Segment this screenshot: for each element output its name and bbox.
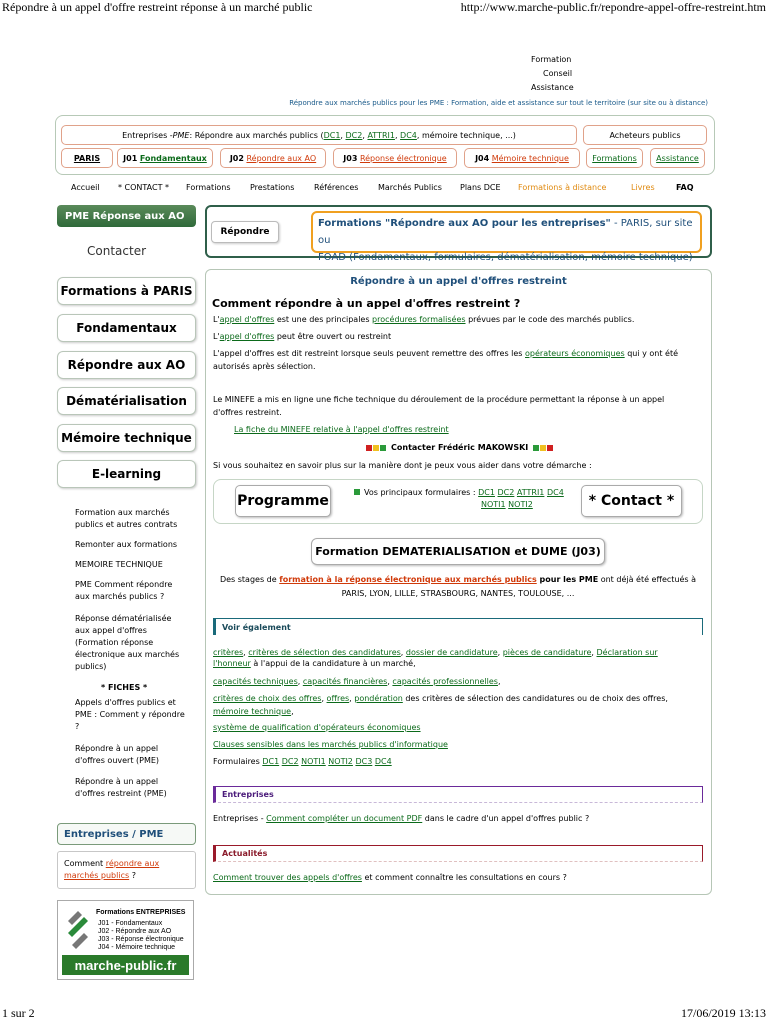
assistance-label[interactable]: Assistance: [656, 153, 699, 163]
link-pieces-candidature[interactable]: pièces de candidature: [502, 648, 592, 657]
paris-button[interactable]: [61, 148, 113, 168]
ad-line-4: J04 - Mémoire technique: [98, 944, 176, 951]
stages-b: pour les PME: [536, 575, 599, 584]
programme-button[interactable]: Programme: [235, 485, 331, 517]
assistance-button[interactable]: [650, 148, 705, 168]
p1-link-procedures[interactable]: procédures formalisées: [372, 315, 466, 324]
link-criteres[interactable]: critères: [213, 648, 244, 657]
sidebar-link-reponse-demat[interactable]: Réponse dématérialisée aux appel d'offres (Formation réponse électronique aux marchés publics): [75, 614, 180, 671]
acheteurs-publics-button[interactable]: Acheteurs publics: [583, 125, 707, 145]
link-completer-pdf[interactable]: Comment compléter un document PDF: [266, 814, 423, 823]
form-dc2[interactable]: DC2: [497, 488, 515, 497]
nav-marches-publics[interactable]: Marchés Publics: [378, 183, 442, 192]
formulaires-list: [354, 487, 574, 511]
nav-livres[interactable]: Livres: [631, 183, 655, 192]
v7-noti2[interactable]: NOTI2: [328, 757, 353, 766]
brand-assistance: Assistance: [531, 83, 574, 92]
v7-a: Formulaires: [213, 757, 263, 766]
dematerialisation-button[interactable]: Formation DEMATERIALISATION et DUME (J03): [311, 538, 605, 565]
sidebar-link-formation-marches[interactable]: Formation aux marchés publics et autres contrats: [75, 508, 178, 529]
voir-line-1: critères, critères de sélection des candidatures, dossier de candidature, pièces de candidature, Déclaration sur: [213, 648, 658, 657]
sidebar-fiches: * FICHES *: [101, 683, 148, 692]
pme-text: : Répondre aux marchés publics (: [189, 130, 324, 140]
sidebar-btn-memoire-technique[interactable]: Mémoire technique: [57, 424, 196, 452]
paris-label: PARIS: [73, 153, 101, 163]
voir-line-5: [213, 722, 701, 733]
link-criteres-choix[interactable]: critères de choix des offres: [213, 694, 322, 703]
ad-logo-icon: [64, 907, 92, 949]
main-heading: Comment répondre à un appel d'offres restreint ?: [212, 297, 521, 310]
contact-button[interactable]: * Contact *: [581, 485, 682, 517]
v1-g: à l'appui de la candidature à un marché,: [250, 659, 416, 668]
banner-title: Formations "Répondre aux AO pour les entreprises": [318, 218, 611, 229]
sidebar-btn-fondamentaux[interactable]: Fondamentaux: [57, 314, 196, 342]
link-clauses-sensibles[interactable]: Clauses sensibles dans les marchés publics d'informatique: [213, 740, 448, 749]
link-trouver-appels[interactable]: Comment trouver des appels d'offres: [213, 873, 362, 882]
j03-code: J03: [343, 153, 358, 163]
paragraph-3-cont: autorisés après sélection.: [213, 362, 316, 371]
ad-brand: marche-public.fr: [62, 955, 189, 975]
sidebar-contacter[interactable]: Contacter: [87, 244, 147, 258]
p1-a: L': [213, 315, 220, 324]
j02-button[interactable]: [220, 148, 326, 168]
contact-frederic[interactable]: Contacter Frédéric MAKOWSKI: [391, 443, 529, 452]
formations-label[interactable]: Formations: [592, 153, 637, 163]
j04-button[interactable]: [464, 148, 580, 168]
sidebar-btn-elearning[interactable]: E-learning: [57, 460, 196, 488]
villes-line: PARIS, LYON, LILLE, STRASBOURG, NANTES, TOULOUSE, ...: [341, 589, 575, 598]
voir-line-3: critères de choix des offres, offres, pondération des critères de sélection des candidatures ou de choix des offres,: [213, 694, 668, 703]
nav-plans-dce[interactable]: Plans DCE: [460, 183, 501, 192]
paragraph-5: Si vous souhaitez en savoir plus sur la manière dont je peux vous aider dans votre démarche :: [213, 461, 592, 470]
square-yellow-icon-2: [540, 445, 546, 451]
p1-link-appel[interactable]: appel d'offres: [219, 315, 275, 324]
stages-a: Des stages de: [219, 575, 280, 584]
link-attri1[interactable]: ATTRI1: [367, 130, 395, 140]
pme-prefix: Entreprises -: [122, 130, 173, 140]
form-noti2[interactable]: NOTI2: [508, 500, 533, 509]
formations-button[interactable]: [586, 148, 643, 168]
p2-link-appel[interactable]: appel d'offres: [219, 332, 275, 341]
banner-info-box[interactable]: [311, 211, 702, 263]
voir-egalement-header: Voir également: [213, 618, 703, 635]
link-ponderation[interactable]: pondération: [354, 694, 403, 703]
p1-b: est une des principales: [274, 315, 373, 324]
banner-dash: - PARIS, sur site ou: [318, 218, 693, 246]
form-dc4[interactable]: DC4: [546, 488, 564, 497]
link-capacites-professionnelles[interactable]: capacités professionnelles: [392, 677, 498, 686]
main-title: Répondre à un appel d'offres restreint: [350, 276, 567, 287]
j02-code: J02: [229, 153, 244, 163]
ad-lines: [98, 920, 184, 952]
sidebar-btn-formations-paris[interactable]: Formations à PARIS: [57, 277, 196, 305]
paragraph-2: [213, 331, 701, 342]
nav-contact[interactable]: * CONTACT *: [118, 183, 170, 192]
paragraph-3: [213, 348, 701, 359]
actualites-line: [213, 872, 701, 883]
p3-a: L'appel d'offres est dit restreint lorsque seuls peuvent remettre des offres les: [213, 349, 526, 358]
square-yellow-icon: [373, 445, 379, 451]
sidebar-link-pme-comment[interactable]: PME Comment répondre aux marchés publics ?: [75, 580, 173, 601]
square-red-icon-2: [547, 445, 553, 451]
j01-code: J01: [123, 153, 138, 163]
sidebar-entreprises-header: Entreprises / PME: [57, 823, 196, 845]
form-noti1[interactable]: NOTI1: [481, 500, 506, 509]
brand-tagline: Répondre aux marchés publics pour les PME : Formation, aide et assistance sur tout le territoire (sur site ou à distance): [289, 99, 708, 107]
formulaires-label: Vos principaux formulaires :: [364, 488, 479, 497]
banner-line2: FOAD (Fondamentaux, formulaires, dématérialisation, mémoire technique): [318, 252, 693, 263]
square-green-icon-2: [533, 445, 539, 451]
ad-line-1: J01 - Fondamentaux: [98, 920, 163, 927]
v7-dc2[interactable]: DC2: [281, 757, 299, 766]
a-b: et comment connaître les consultations en cours ?: [361, 873, 567, 882]
actualites-header: Actualités: [213, 845, 703, 862]
voir-line-4: mémoire technique,: [213, 707, 294, 716]
print-date: 17/06/2019 13:13: [680, 1006, 766, 1020]
nav-prestations[interactable]: Prestations: [250, 183, 295, 192]
sidebar-link-appels-pme[interactable]: Appels d'offres publics et PME : Comment y répondre ?: [75, 698, 185, 731]
v3-d: des critères de sélection des candidatures ou de choix des offres,: [402, 694, 668, 703]
link-dossier-candidature[interactable]: dossier de candidature: [405, 648, 498, 657]
comment-suffix: ?: [129, 871, 136, 880]
voir-line-1b: [213, 658, 701, 669]
v7-dc1[interactable]: DC1: [262, 757, 280, 766]
e-a: Entreprises -: [213, 814, 267, 823]
ad-line-2: J02 - Répondre aux AO: [98, 928, 172, 935]
paragraph-4a: Le MINEFE a mis en ligne une fiche technique du déroulement de la procédure permettant la réponse à un appel: [213, 395, 665, 404]
nav-faq[interactable]: FAQ: [676, 183, 694, 192]
print-page-number: 1 sur 2: [2, 1006, 35, 1020]
nav-formations-distance[interactable]: Formations à distance: [518, 183, 607, 192]
link-criteres-selection[interactable]: critères de sélection des candidatures: [248, 648, 401, 657]
square-red-icon: [366, 445, 372, 451]
form-attri1[interactable]: ATTRI1: [516, 488, 545, 497]
sidebar-comment-box: [57, 851, 196, 889]
nav-accueil[interactable]: Accueil: [71, 183, 100, 192]
v7-dc3[interactable]: DC3: [355, 757, 373, 766]
stages-link[interactable]: formation à la réponse électronique aux marchés publics: [279, 575, 537, 584]
v7-dc4[interactable]: DC4: [374, 757, 392, 766]
link-honneur[interactable]: l'honneur: [213, 659, 251, 668]
j04-code: J04: [475, 153, 490, 163]
link-systeme-qualification[interactable]: système de qualification d'opérateurs économiques: [213, 723, 421, 732]
sidebar-btn-dematerialisation[interactable]: Dématérialisation: [57, 387, 196, 415]
entreprises-header: Entreprises: [213, 786, 703, 803]
pme-suffix: , mémoire technique, ...): [416, 130, 516, 140]
print-page-title: Répondre à un appel d'offre restreint réponse à un marché public: [2, 0, 313, 14]
p1-c: prévues par le code des marchés publics.: [465, 315, 635, 324]
p2-a: L': [213, 332, 220, 341]
link-capacites-financieres[interactable]: capacités financières: [302, 677, 388, 686]
sidebar-link-memoire[interactable]: MEMOIRE TECHNIQUE: [75, 560, 163, 569]
ad-title: Formations ENTREPRISES: [96, 909, 186, 916]
j03-button[interactable]: [333, 148, 457, 168]
pme-banner[interactable]: Entreprises - PME : Répondre aux marchés publics ( DC1 , DC2 , ATTRI1 , DC4 , mémoire technique, ...): [61, 125, 577, 145]
j03-label[interactable]: Réponse électronique: [359, 153, 447, 163]
link-capacites-techniques[interactable]: capacités techniques: [213, 677, 298, 686]
brand-conseil: Conseil: [543, 69, 573, 78]
ad-line-3: J03 - Réponse électronique: [98, 936, 184, 943]
brand-formation: Formation: [531, 55, 572, 64]
paragraph-1: [213, 314, 701, 325]
link-memoire-technique[interactable]: mémoire technique: [213, 707, 292, 716]
link-declaration[interactable]: Déclaration sur: [596, 648, 658, 657]
j02-label[interactable]: Répondre aux AO: [246, 153, 317, 163]
paragraph-4b: d'offres restreint.: [213, 408, 282, 417]
link-dc2[interactable]: DC2: [345, 130, 363, 140]
j01-button[interactable]: [117, 148, 213, 168]
print-url: http://www.marche-public.fr/repondre-appel-offre-restreint.htm: [460, 0, 766, 14]
square-green-icon: [380, 445, 386, 451]
p3-link-operateurs[interactable]: opérateurs économiques: [525, 349, 625, 358]
comment-prefix: Comment: [64, 859, 106, 868]
green-bullet-icon: [354, 489, 360, 495]
ad-block[interactable]: [57, 900, 194, 980]
sidebar-link-ao-ouvert[interactable]: Répondre à un appel d'offres ouvert (PME): [75, 744, 160, 765]
nav-references[interactable]: Références: [314, 183, 359, 192]
link-dc4[interactable]: DC4: [400, 130, 417, 140]
pme-em: PME: [172, 130, 190, 140]
stages-line: [213, 574, 703, 585]
stages-c: ont déjà été effectués à: [598, 575, 697, 584]
e-b: dans le cadre d'un appel d'offres public ?: [422, 814, 590, 823]
p3-b: qui y ont été: [624, 349, 679, 358]
voir-line-2: capacités techniques, capacités financières, capacités professionnelles,: [213, 677, 501, 686]
voir-line-6: [213, 739, 701, 750]
j04-label[interactable]: Mémoire technique: [491, 153, 569, 163]
form-dc1[interactable]: DC1: [478, 488, 495, 497]
sidebar-link-ao-restreint[interactable]: Répondre à un appel d'offres restreint (PME): [75, 777, 167, 798]
banner-repondre-button[interactable]: Répondre: [211, 221, 279, 243]
comment-link[interactable]: répondre aux marchés publics: [64, 859, 160, 880]
entreprises-line: [213, 813, 701, 824]
fiche-minefe: [234, 424, 722, 435]
contact-line[interactable]: [366, 443, 553, 452]
v7-noti1[interactable]: NOTI1: [301, 757, 326, 766]
link-dc1[interactable]: DC1: [323, 130, 341, 140]
sidebar-link-remonter[interactable]: Remonter aux formations: [75, 540, 178, 549]
link-offres[interactable]: offres: [326, 694, 350, 703]
sidebar-header: PME Réponse aux AO: [57, 205, 196, 227]
j01-label[interactable]: Fondamentaux: [139, 153, 207, 163]
nav-formations[interactable]: Formations: [186, 183, 231, 192]
fiche-minefe-link[interactable]: La fiche du MINEFE relative à l'appel d'offres restreint: [234, 425, 449, 434]
p2-b: peut être ouvert ou restreint: [274, 332, 392, 341]
voir-line-7: [213, 756, 701, 767]
sidebar-btn-repondre-ao[interactable]: Répondre aux AO: [57, 351, 196, 379]
